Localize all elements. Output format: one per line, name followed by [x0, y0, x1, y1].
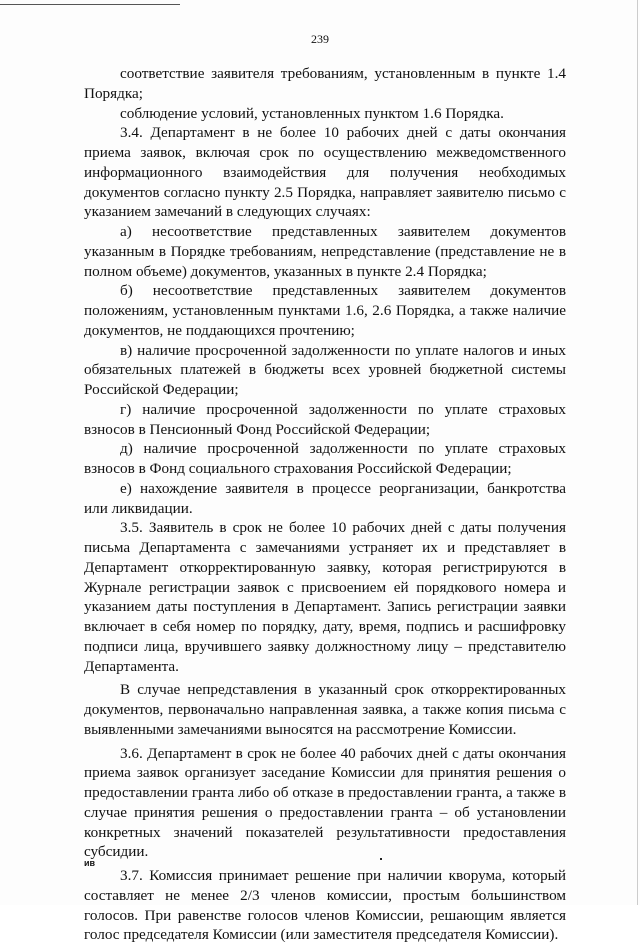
- paragraph-3-4-g: г) наличие просроченной задолженности по уплате страховых взносов в Пенсионный Фонд Российской Федерации;: [84, 400, 566, 438]
- paragraph-3-4: 3.4. Департамент в не более 10 рабочих дней с даты окончания приема заявок, включая срок по осуществлению межведомственного информационного взаимодействия для получения необходимых документов согласно пункту 2.5 Порядка, направляет заявителю письмо с указанием замечаний в следующих случаях:: [84, 124, 566, 221]
- paragraph-3-4-e: е) нахождение заявителя в процессе реорганизации, банкротства или ликвидации.: [84, 479, 566, 517]
- footer-dot: [380, 858, 382, 860]
- page-number: 239: [311, 32, 329, 46]
- footer-initials: ив: [84, 858, 96, 868]
- document-body: [84, 64, 566, 945]
- paragraph-requirements-1-4: соответствие заявителя требованиям, установленным в пункте 1.4 Порядка;: [84, 65, 566, 102]
- paragraph-3-7: 3.7. Комиссия принимает решение при наличии кворума, который составляет не менее 2/3 членов комиссии, простым большинством голосов. При равенстве голосов членов Комиссии, решающим является голос председателя Комиссии (или заместителя председателя Комиссии).: [84, 867, 566, 944]
- page-edge-line: [637, 0, 638, 905]
- paragraph-non-submission: В случае непредставления в указанный срок откорректированных документов, первоначально направленная заявка, а также копия письма с выявленными замечаниями выносятся на рассмотрение Комиссии.: [84, 681, 566, 738]
- paragraph-3-4-b: б) несоответствие представленных заявителем документов положениям, установленным пунктами 1.6, 2.6 Порядка, а также наличие документов, не поддающихся прочтению;: [84, 282, 566, 339]
- paragraph-3-6: 3.6. Департамент в срок не более 40 рабочих дней с даты окончания приема заявок организует заседание Комиссии для принятия решения о предоставлении гранта либо об отказе в предоставлении гранта, а также в случае принятия решения о предоставлении гранта – об установлении конкретных значений показателей результативности предоставления субсидии.: [84, 744, 566, 861]
- top-rule: [0, 4, 180, 5]
- paragraph-3-5: 3.5. Заявитель в срок не более 10 рабочих дней с даты получения письма Департамента с замечаниями устраняет их и представляет в Департамент откорректированную заявку, которая регистрируются в Журнале регистрации заявок с присвоением ей порядкового номера и указанием даты поступления в Департамент. Запись регистрации заявки включает в себя номер по порядку, дату, время, подпись и расшифровку подписи лица, вручившего заявку должностному лицу – представителю Департамента.: [84, 519, 566, 675]
- paragraph-3-4-d: д) наличие просроченной задолженности по уплате страховых взносов в Фонд социального страхования Российской Федерации;: [84, 440, 566, 477]
- paragraph-3-4-v: в) наличие просроченной задолженности по уплате налогов и иных обязательных платежей в бюджеты всех уровней бюджетной системы Российской Федерации;: [84, 341, 566, 398]
- paragraph-3-4-a: а) несоответствие представленных заявителем документов указанным в Порядке требованиям, непредставление (представление не в полном объеме) документов, указанных в пункте 2.4 Порядка;: [84, 223, 566, 280]
- paragraph-conditions-1-6: соблюдение условий, установленных пунктом 1.6 Порядка.: [120, 104, 504, 122]
